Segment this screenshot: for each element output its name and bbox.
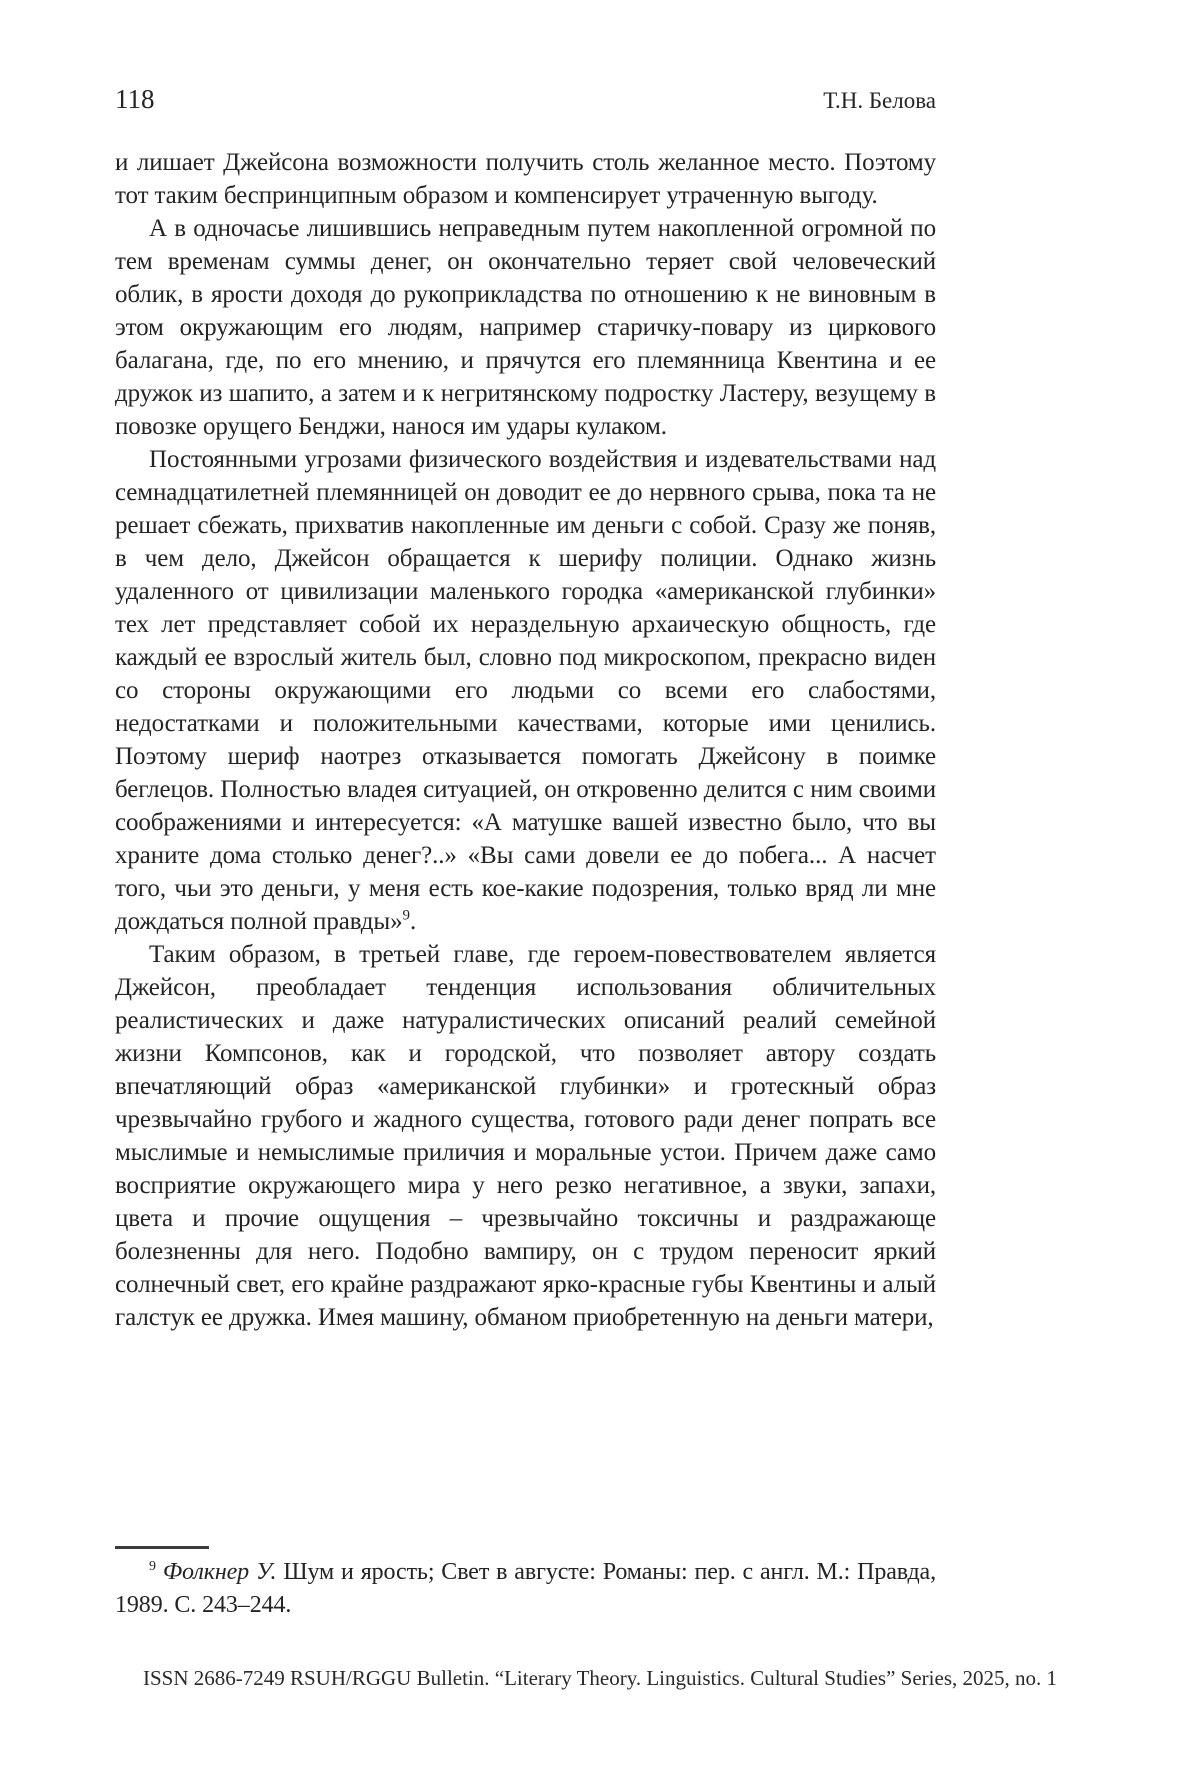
footnote-separator: [115, 1546, 209, 1549]
paragraph-3: [115, 443, 936, 938]
footnote: [115, 1556, 936, 1622]
paragraph-2: А в одночасье лишившись неправедным путем накопленной огромной по тем временам суммы денег, он окончательно теряет свой человеческий облик, в ярости доходя до рукоприкладства по отношению к не виновным в этом окружающим его людям, например старичку-повару из циркового балагана, где, по его мнению, и прячутся его племянница Квентина и ее дружок из шапито, а затем и к негритянскому подростку Ластеру, везущему в повозке орущего Бенджи, нанося им удары кулаком.: [115, 215, 936, 440]
footnote-reference: 9: [402, 907, 410, 924]
paragraph-3-text: Постоянными угрозами физического воздействия и издевательствами над семнадцатилетней племянницей он доводит ее до нервного срыва, пока та не решает сбежать, прихватив накопленные им деньги с собой. Сразу же поняв, в чем дело, Джейсон обращается к шерифу полиции. Однако жизнь удаленного от цивилизации маленького городка «американской глубинки» тех лет представляет собой их нераздельную архаическую общность, где каждый ее взрослый житель был, словно под микроскопом, прекрасно виден со стороны окружающими его людьми со всеми его слабостями, недостатками и положительными качествами, которые ими ценились. Поэтому шериф наотрез отказывается помогать Джейсону в поимке беглецов. Полностью владея ситуацией, он откровенно делится с ним своими соображениями и интересуется: «А матушке вашей известно было, что вы храните дома столько денег?..» «Вы сами довели ее до побега... А насчет того, чьи это деньги, у меня есть кое-какие подозрения, только вряд ли мне дождаться полной правды»: [115, 446, 936, 935]
journal-footer: [0, 1666, 1200, 1691]
footnote-text: Шум и ярость; Свет в августе: Романы: пер. с англ. М.: Правда, 1989. С. 243–244.: [115, 1559, 937, 1618]
running-head-author: Т.Н. Белова: [823, 88, 936, 113]
footnote-marker: 9: [149, 1559, 156, 1574]
paragraph-4: Таким образом, в третьей главе, где героем-повествователем является Джейсон, преобладает тенденция использования обличительных реалистических и даже натуралистических описаний реалий семейной жизни Компсонов, как и городской, что позволяет автору создать впечатляющий образ «американской глубинки» и гротескный образ чрезвычайно грубого и жадного существа, готового ради денег попрать все мыслимые и немыслимые приличия и моральные устои. Причем даже само восприятие окружающего мира у него резко негативное, а звуки, запахи, цвета и прочие ощущения – чрезвычайно токсичны и раздражающе болезненны для него. Подобно вампиру, он с трудом переносит яркий солнечный свет, его крайне раздражают ярко-красные губы Квентины и алый галстук ее дружка. Имея машину, обманом приобретенную на деньги матери,: [115, 941, 936, 1331]
paragraph-3-period: .: [409, 908, 417, 935]
article-body: [115, 146, 936, 1334]
page-header: [115, 84, 936, 115]
footnote-author: Фолкнер У.: [162, 1559, 277, 1585]
journal-footer-text: ISSN 2686-7249 RSUH/RGGU Bulletin. “Literary Theory. Linguistics. Cultural Studies” Series, 2025, no. 1: [142, 1666, 1057, 1690]
page-number: 118: [115, 84, 155, 114]
paragraph-1: и лишает Джейсона возможности получить столь желанное место. Поэтому тот таким беспринципным образом и компенсирует утраченную выгоду.: [115, 149, 936, 209]
